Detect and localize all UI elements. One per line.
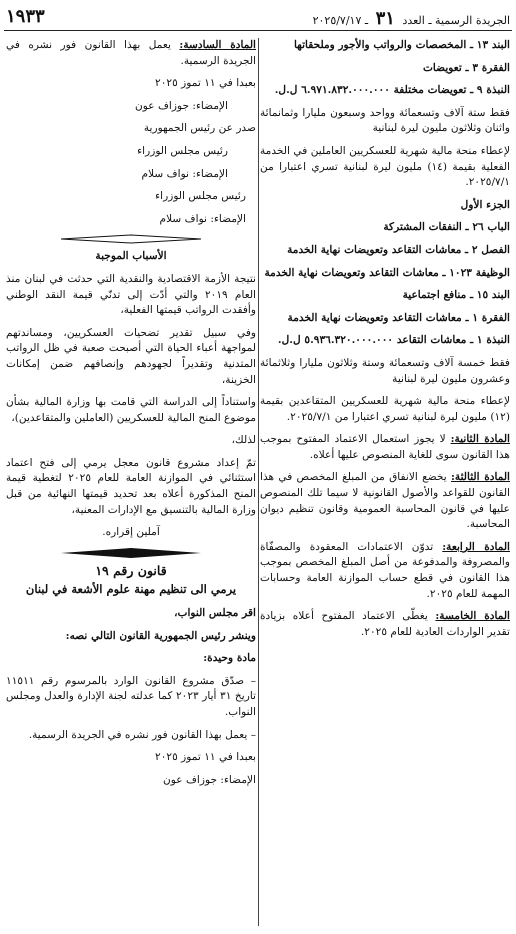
right-column <box>260 38 510 647</box>
president-publishes: وينشر رئيس الجمهورية القانون التالي نصه: <box>65 629 256 642</box>
page-number: ١٩٣٣ <box>6 6 45 27</box>
column-divider <box>258 38 259 926</box>
article-4 <box>260 540 510 602</box>
law-title: قانون رقم ١٩ <box>95 562 167 578</box>
paragraph-1: الفقرة ١ ـ معاشات التقاعد وتعويضات نهاية الخدمة <box>287 311 510 324</box>
article-5-text: يغطّى الاعتماد المفتوح أعلاه بزيادة تقدير الواردات العادية للعام ٢٠٢٥. <box>260 610 510 638</box>
article-6-text: يعمل بهذا القانون فور نشره في الجريدة الرسمية. <box>6 39 256 67</box>
article-3-label: المادة الثالثة: <box>450 471 510 484</box>
prime-minister-title-1: رئيس مجلس الوزراء <box>137 144 228 157</box>
reasons-p4: لذلك، <box>231 434 256 447</box>
item-15: البند ١٥ ـ منافع اجتماعية <box>402 289 510 302</box>
parliament-approved: اقر مجلس النواب، <box>174 607 256 620</box>
single-article-clause-1: – صدّق مشروع القانون الوارد بالمرسوم رقم ١١٥١١ تاريخ ٣١ أيار ٢٠٢٣ كما عدلته لجنة الإدارة والعدل ومجلس النواب. <box>6 674 256 718</box>
single-article-label: مادة وحيدة: <box>203 652 256 665</box>
left-column <box>6 38 256 795</box>
purpose-active-military: لإعطاء منحة مالية شهرية للعسكريين العاملين في الخدمة الفعلية بقيمة (١٤) مليون ليرة لبنانية تسري اعتبارا من ٢٠٢٥/٧/١. <box>260 144 511 189</box>
journal-name: الجريدة الرسمية ـ العدد <box>402 14 510 27</box>
baabda-date-2: بعبدا في ١١ تموز ٢٠٢٥ <box>155 751 256 764</box>
issued-by-president: صدر عن رئيس الجمهورية <box>143 122 256 135</box>
paragraph-3: الفقرة ٣ ـ تعويضات <box>422 61 510 74</box>
reasons-p3: واستناداً إلى الدراسة التي قامت بها وزارة المالية بشأن موضوع المنح المالية للعسكريين (العاملين والمتقاعدين)، <box>6 396 256 424</box>
single-article-clause-2: – يعمل بهذا القانون فور نشره في الجريدة الرسمية. <box>28 728 256 741</box>
section-1-amount: النبذة ١ ـ معاشات التقاعد ٥.٩٣٦.٣٢٠.٠٠٠.٠٠٠ ل.ل. <box>277 334 510 347</box>
article-4-text: تدوّن الاعتمادات المعقودة والمصفّاة والمصروفة والمدفوعة من أصل المبلغ المخصص بموجب هذا القانون في قطع حساب الموازنة العامة وحسابات المهمة للعام ٢٠٢٥. <box>260 540 510 600</box>
article-5 <box>260 609 510 640</box>
prime-minister-title-2: رئيس مجلس الوزراء <box>155 190 246 203</box>
reasons-p5: تمّ إعداد مشروع قانون معجل يرمي إلى فتح اعتماد استثنائي في الموازنة العامة للعام ٢٠٢٥ لتغطية قيمة المنح المذكورة أعلاه بعد تحديد قيمتها النهائية من قبل وزارة المالية بالتنسيق مع الإدارات المعنية، <box>6 456 256 516</box>
signature-pm-2: الإمضاء: نواف سلام <box>159 212 246 225</box>
article-6-label: المادة السادسة: <box>179 39 256 51</box>
header-journal-info <box>313 8 510 29</box>
signature-president-1: الإمضاء: جوزاف عون <box>135 99 228 112</box>
article-5-label: المادة الخامسة: <box>435 610 510 623</box>
article-2-label: المادة الثانية: <box>450 433 510 446</box>
reasons-p2: وفي سبيل تقدير تضحيات العسكريين، ومساندتهم لمواجهة أعباء الحياة التي أصبحت صعبة في ظل الرواتب المتدنية وتقديراً لجهودهم وإنصافهم ضمن إمكانات الخزينة، <box>6 326 256 386</box>
page-header <box>4 6 512 31</box>
function-1023: الوظيفة ١٠٢٣ ـ معاشات التقاعد وتعويضات نهاية الخدمة <box>264 266 510 279</box>
chapter-26: الباب ٢٦ ـ النفقات المشتركة <box>383 221 510 234</box>
issue-date: ـ ٢٠٢٥/٧/١٧ <box>312 14 369 27</box>
section-9-amount: النبذة ٩ ـ تعويضات مختلفة ٦.٩٧١.٨٣٢.٠٠٠.٠٠٠ ل.ل. <box>274 84 510 97</box>
reasons-title: الأسباب الموجبة <box>95 250 167 263</box>
article-3 <box>260 470 510 532</box>
article-6 <box>6 38 256 69</box>
diamond-ornament-divider <box>61 234 201 244</box>
article-3-text: يخضع الانفاق من المبلغ المخصص في هذا القانون للقواعد والأصول القانونية لا سيما تلك المنصوص عليها في قانون المحاسبة العمومية وقانون تنظيم ديوان المحاسبة. <box>260 471 510 531</box>
signature-president-2: الإمضاء: جوزاف عون <box>163 773 256 786</box>
law-subtitle: يرمي الى تنظيم مهنة علوم الأشعة في لبنان <box>25 582 237 597</box>
amount-in-words-1: فقط ستة آلاف وتسعمائة وواحد وسبعون مليارا وثمانمائة واثنان وثلاثون مليون ليرة لبنانية <box>260 106 510 135</box>
reasons-p6: آملين إقراره. <box>102 526 160 539</box>
article-2 <box>260 432 510 463</box>
part-one: الجزء الأول <box>460 198 510 211</box>
issue-number: ٣١ <box>375 8 395 29</box>
article-2-text: لا يجوز استعمال الاعتماد المفتوح بموجب هذا القانون سوى للغاية المنصوص عليها أعلاه. <box>260 433 510 461</box>
budget-item-13: البند ١٣ ـ المخصصات والرواتب والأجور وملحقاتها <box>293 39 510 51</box>
filled-ornament-divider <box>61 548 201 558</box>
purpose-retired-military: لإعطاء منحة مالية شهرية للعسكريين المتقاعدين بقيمة (١٢) مليون ليرة لبنانية تسري اعتبارا من ٢٠٢٥/٧/١. <box>260 395 510 423</box>
article-4-label: المادة الرابعة: <box>442 540 510 553</box>
section-2: الفصل ٢ ـ معاشات التقاعد وتعويضات نهاية الخدمة <box>287 243 510 256</box>
baabda-date-1: بعبدا في ١١ تموز ٢٠٢٥ <box>155 77 256 90</box>
signature-pm-1: الإمضاء: نواف سلام <box>141 167 228 180</box>
amount-in-words-2: فقط خمسة آلاف وتسعمائة وستة وثلاثون مليارا وثلاثمائة وعشرون مليون ليرة لبنانية <box>260 356 510 385</box>
reasons-p1: نتيجة الأزمة الاقتصادية والنقدية التي حدثت في لبنان منذ العام ٢٠١٩ والتي أدّت إلى تدنّي قيمة النقد الوطني وأفقدت الرواتب قيمتها الفعلية، <box>6 272 257 317</box>
